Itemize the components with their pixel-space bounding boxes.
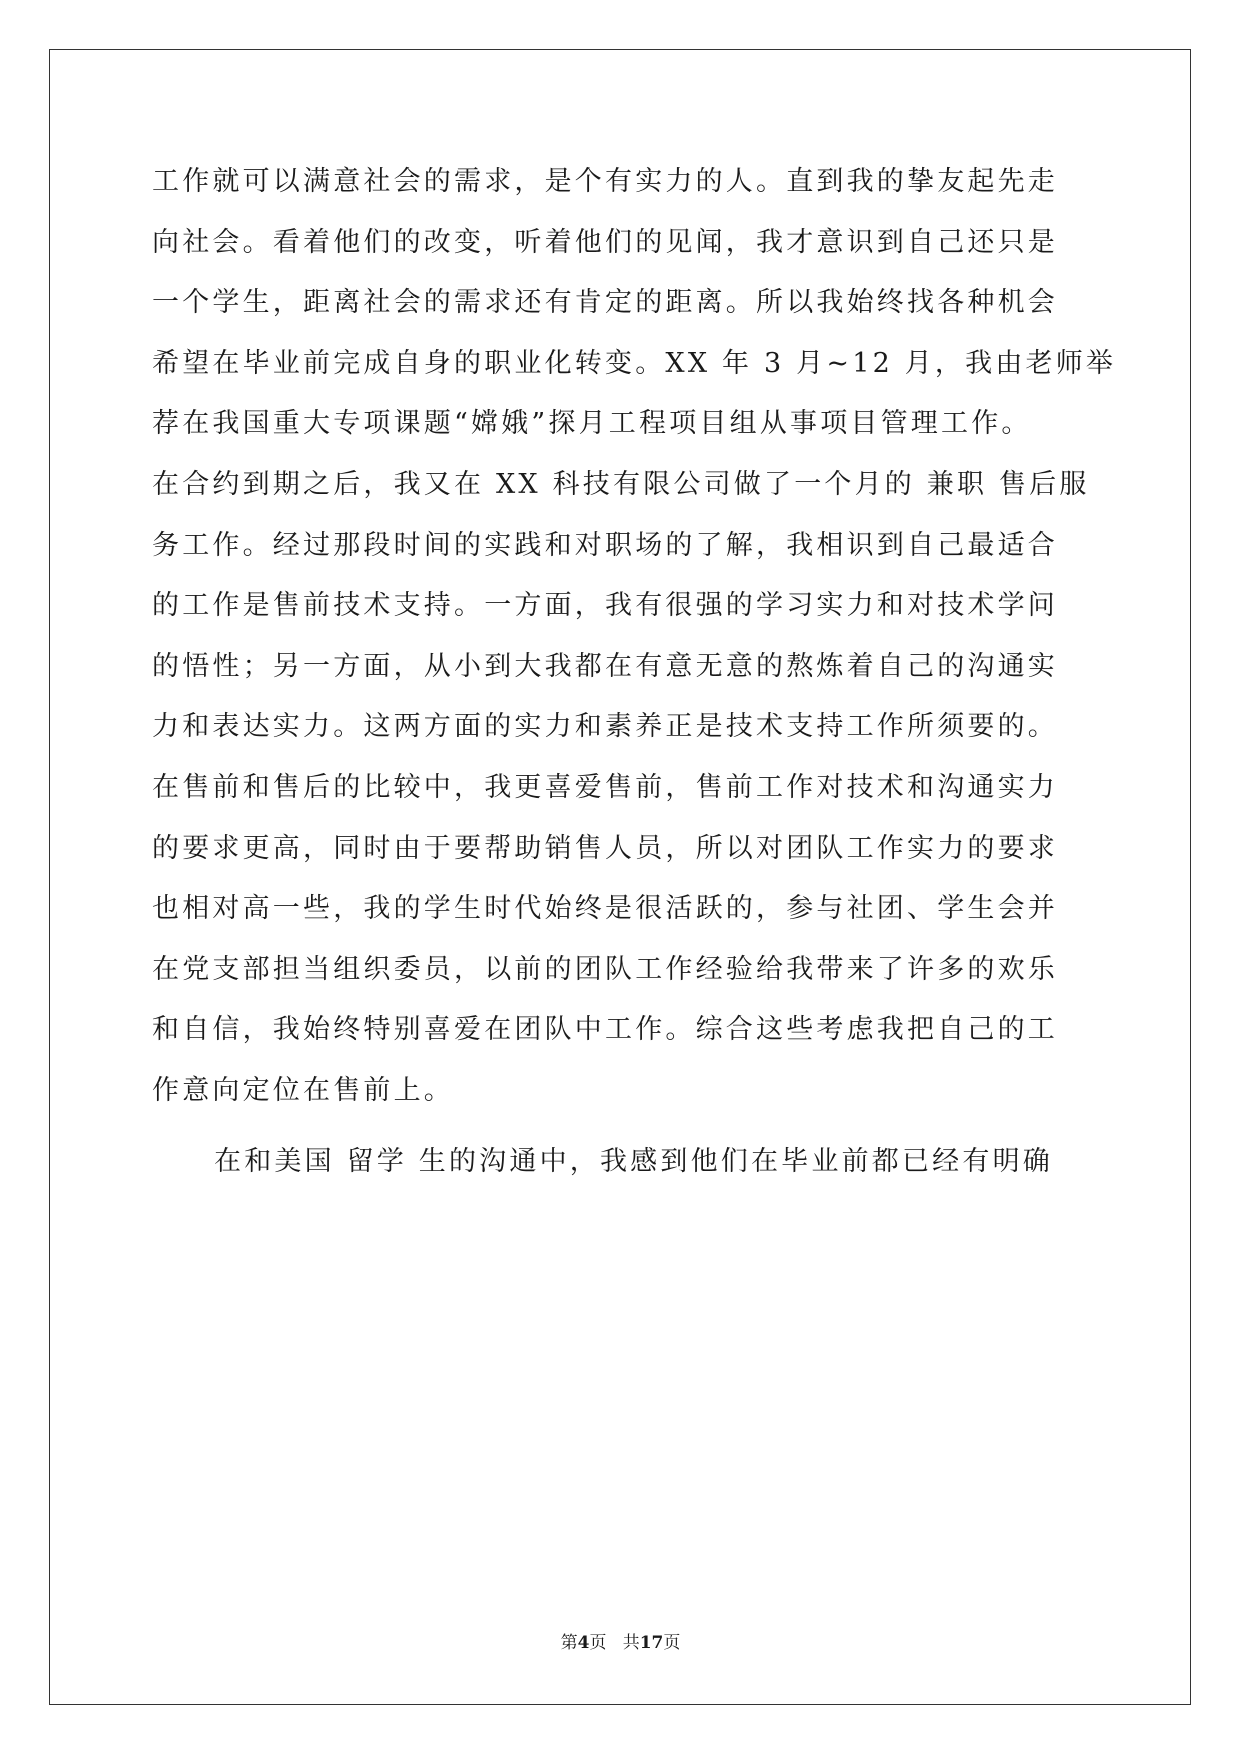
text-line-4: 希望在毕业前完成自身的职业化转变。XX 年 3 月~12 月，我由老师举 [152,347,1117,379]
footer-page-suffix: 页 [589,1633,607,1653]
text-line-1: 工作就可以满意社会的需求，是个有实力的人。直到我的挚友起先走 [152,166,1058,197]
text-line-11: 在售前和售后的比较中，我更喜爱售前，售前工作对技术和沟通实力 [152,771,1058,803]
text-line-9: 的悟性；另一方面，从小到大我都在有意无意的熬炼着自己的沟通实 [152,650,1058,682]
text-line-2: 向社会。看着他们的改变，听着他们的见闻，我才意识到自己还只是 [152,226,1058,258]
footer-prefix: 第 [560,1633,578,1653]
text-line-12: 的要求更高，同时由于要帮助销售人员，所以对团队工作实力的要求 [152,832,1058,864]
document-body [152,152,1117,1192]
text-line-6: 在合约到期之后，我又在 XX 科技有限公司做了一个月的 兼职 售后服 [152,468,1090,500]
footer-total-prefix: 共 [622,1633,640,1653]
text-line-16: 作意向定位在售前上。 [152,1074,454,1106]
current-page-number: 4 [577,1633,590,1653]
page-footer [0,1628,1241,1653]
footer-total-suffix: 页 [663,1633,681,1653]
text-line-14: 在党支部担当组织委员，以前的团队工作经验给我带来了许多的欢乐 [152,953,1058,985]
text-line-15: 和自信，我始终特别喜爱在团队中工作。综合这些考虑我把自己的工 [152,1014,1058,1046]
text-line-7: 务工作。经过那段时间的实践和对职场的了解，我相识到自己最适合 [152,529,1058,561]
text-line-3: 一个学生，距离社会的需求还有肯定的距离。所以我始终找各种机会 [152,287,1058,319]
text-line-10: 力和表达实力。这两方面的实力和素养正是技术支持工作所须要的。 [152,711,1058,743]
text-line-13: 也相对高一些，我的学生时代始终是很活跃的，参与社团、学生会并 [152,893,1058,925]
text-line-8: 的工作是售前技术支持。一方面，我有很强的学习实力和对技术学问 [152,590,1058,622]
text-line-5: 荐在我国重大专项课题“嫦娥”探月工程项目组从事项目管理工作。 [152,408,1032,440]
paragraph-2-first-line: 在和美国 留学 生的沟通中，我感到他们在毕业前都已经有明确 [214,1145,1053,1177]
total-page-count: 17 [639,1633,664,1653]
